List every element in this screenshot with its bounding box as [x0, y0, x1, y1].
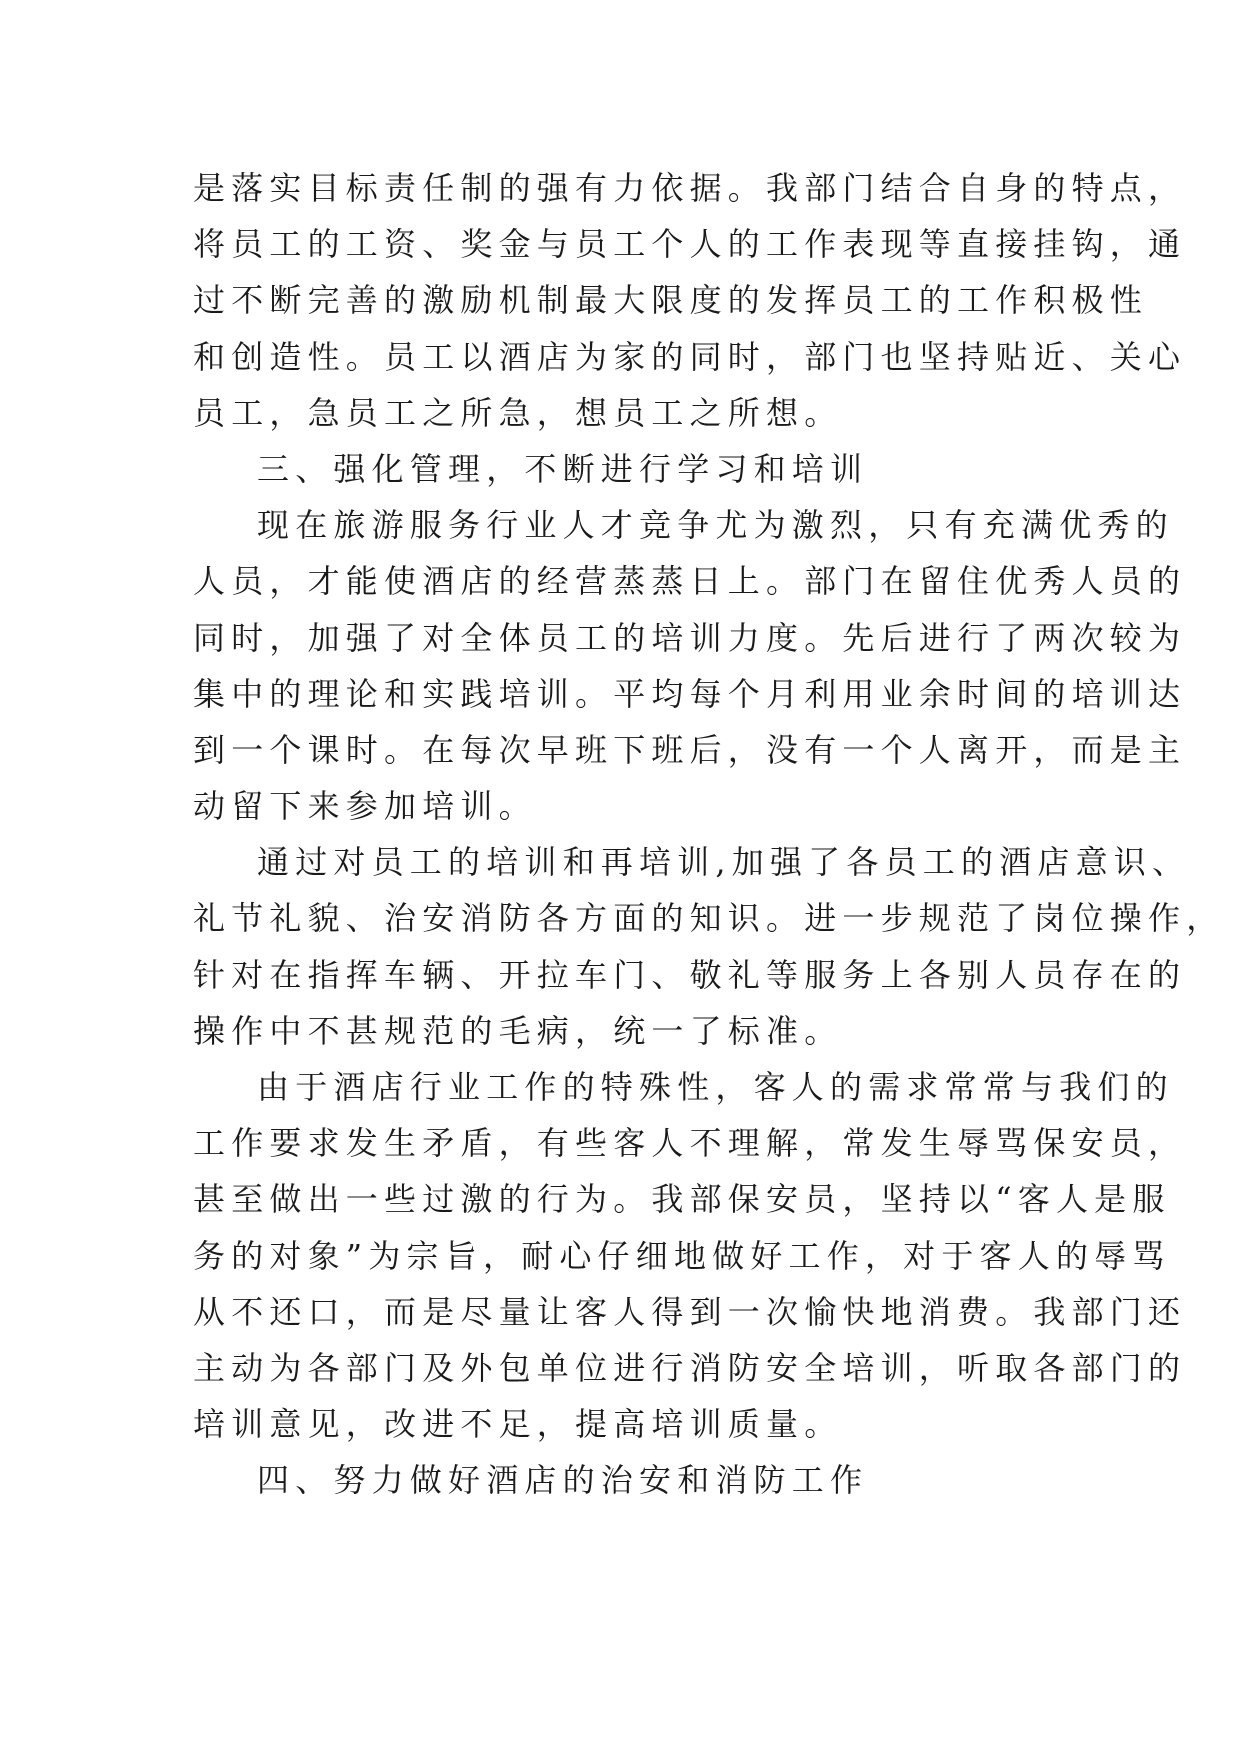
- document-body: [193, 160, 1225, 1509]
- text-line: 务的对象”为宗旨，耐心仔细地做好工作，对于客人的辱骂: [193, 1236, 1171, 1275]
- text-line: 人员，才能使酒店的经营蒸蒸日上。部门在留住优秀人员的: [193, 562, 1187, 601]
- text-line: 过不断完善的激励机制最大限度的发挥员工的工作积极性: [193, 281, 1149, 320]
- text-line: 由于酒店行业工作的特殊性，客人的需求常常与我们的: [257, 1068, 1174, 1106]
- text-line: 甚至做出一些过激的行为。我部保安员，坚持以“客人是服: [193, 1180, 1171, 1219]
- text-line: 操作中不甚规范的毛病，统一了标准。: [193, 1011, 843, 1050]
- text-line: 从不还口，而是尽量让客人得到一次愉快地消费。我部门还: [193, 1292, 1187, 1331]
- text-line: 同时，加强了对全体员工的培训力度。先后进行了两次较为: [193, 618, 1187, 657]
- section-heading: 三、强化管理，不断进行学习和培训: [257, 449, 869, 488]
- text-line: 员工，急员工之所急，想员工之所想。: [193, 393, 843, 432]
- text-line: 动留下来参加培训。: [193, 787, 537, 826]
- text-line: 集中的理论和实践培训。平均每个月利用业余时间的培训达: [193, 674, 1187, 713]
- text-line: 礼节礼貌、治安消防各方面的知识。进一步规范了岗位操作，: [193, 899, 1225, 938]
- section-heading: 四、努力做好酒店的治安和消防工作: [257, 1461, 869, 1500]
- text-line: 通过对员工的培训和再培训,加强了各员工的酒店意识、: [257, 843, 1191, 882]
- text-line: 将员工的工资、奖金与员工个人的工作表现等直接挂钩，通: [193, 225, 1187, 264]
- text-line: 主动为各部门及外包单位进行消防安全培训，听取各部门的: [193, 1348, 1187, 1387]
- text-line: 现在旅游服务行业人才竞争尤为激烈，只有充满优秀的: [257, 506, 1174, 545]
- text-line: 培训意见，改进不足，提高培训质量。: [193, 1405, 843, 1444]
- text-line: 工作要求发生矛盾，有些客人不理解，常发生辱骂保安员，: [193, 1124, 1187, 1163]
- text-line: 到一个课时。在每次早班下班后，没有一个人离开，而是主: [193, 730, 1187, 769]
- text-line: 针对在指挥车辆、开拉车门、敬礼等服务上各别人员存在的: [193, 955, 1187, 994]
- text-line: 和创造性。员工以酒店为家的同时，部门也坚持贴近、关心: [193, 337, 1187, 376]
- text-line: 是落实目标责任制的强有力依据。我部门结合自身的特点，: [193, 169, 1187, 207]
